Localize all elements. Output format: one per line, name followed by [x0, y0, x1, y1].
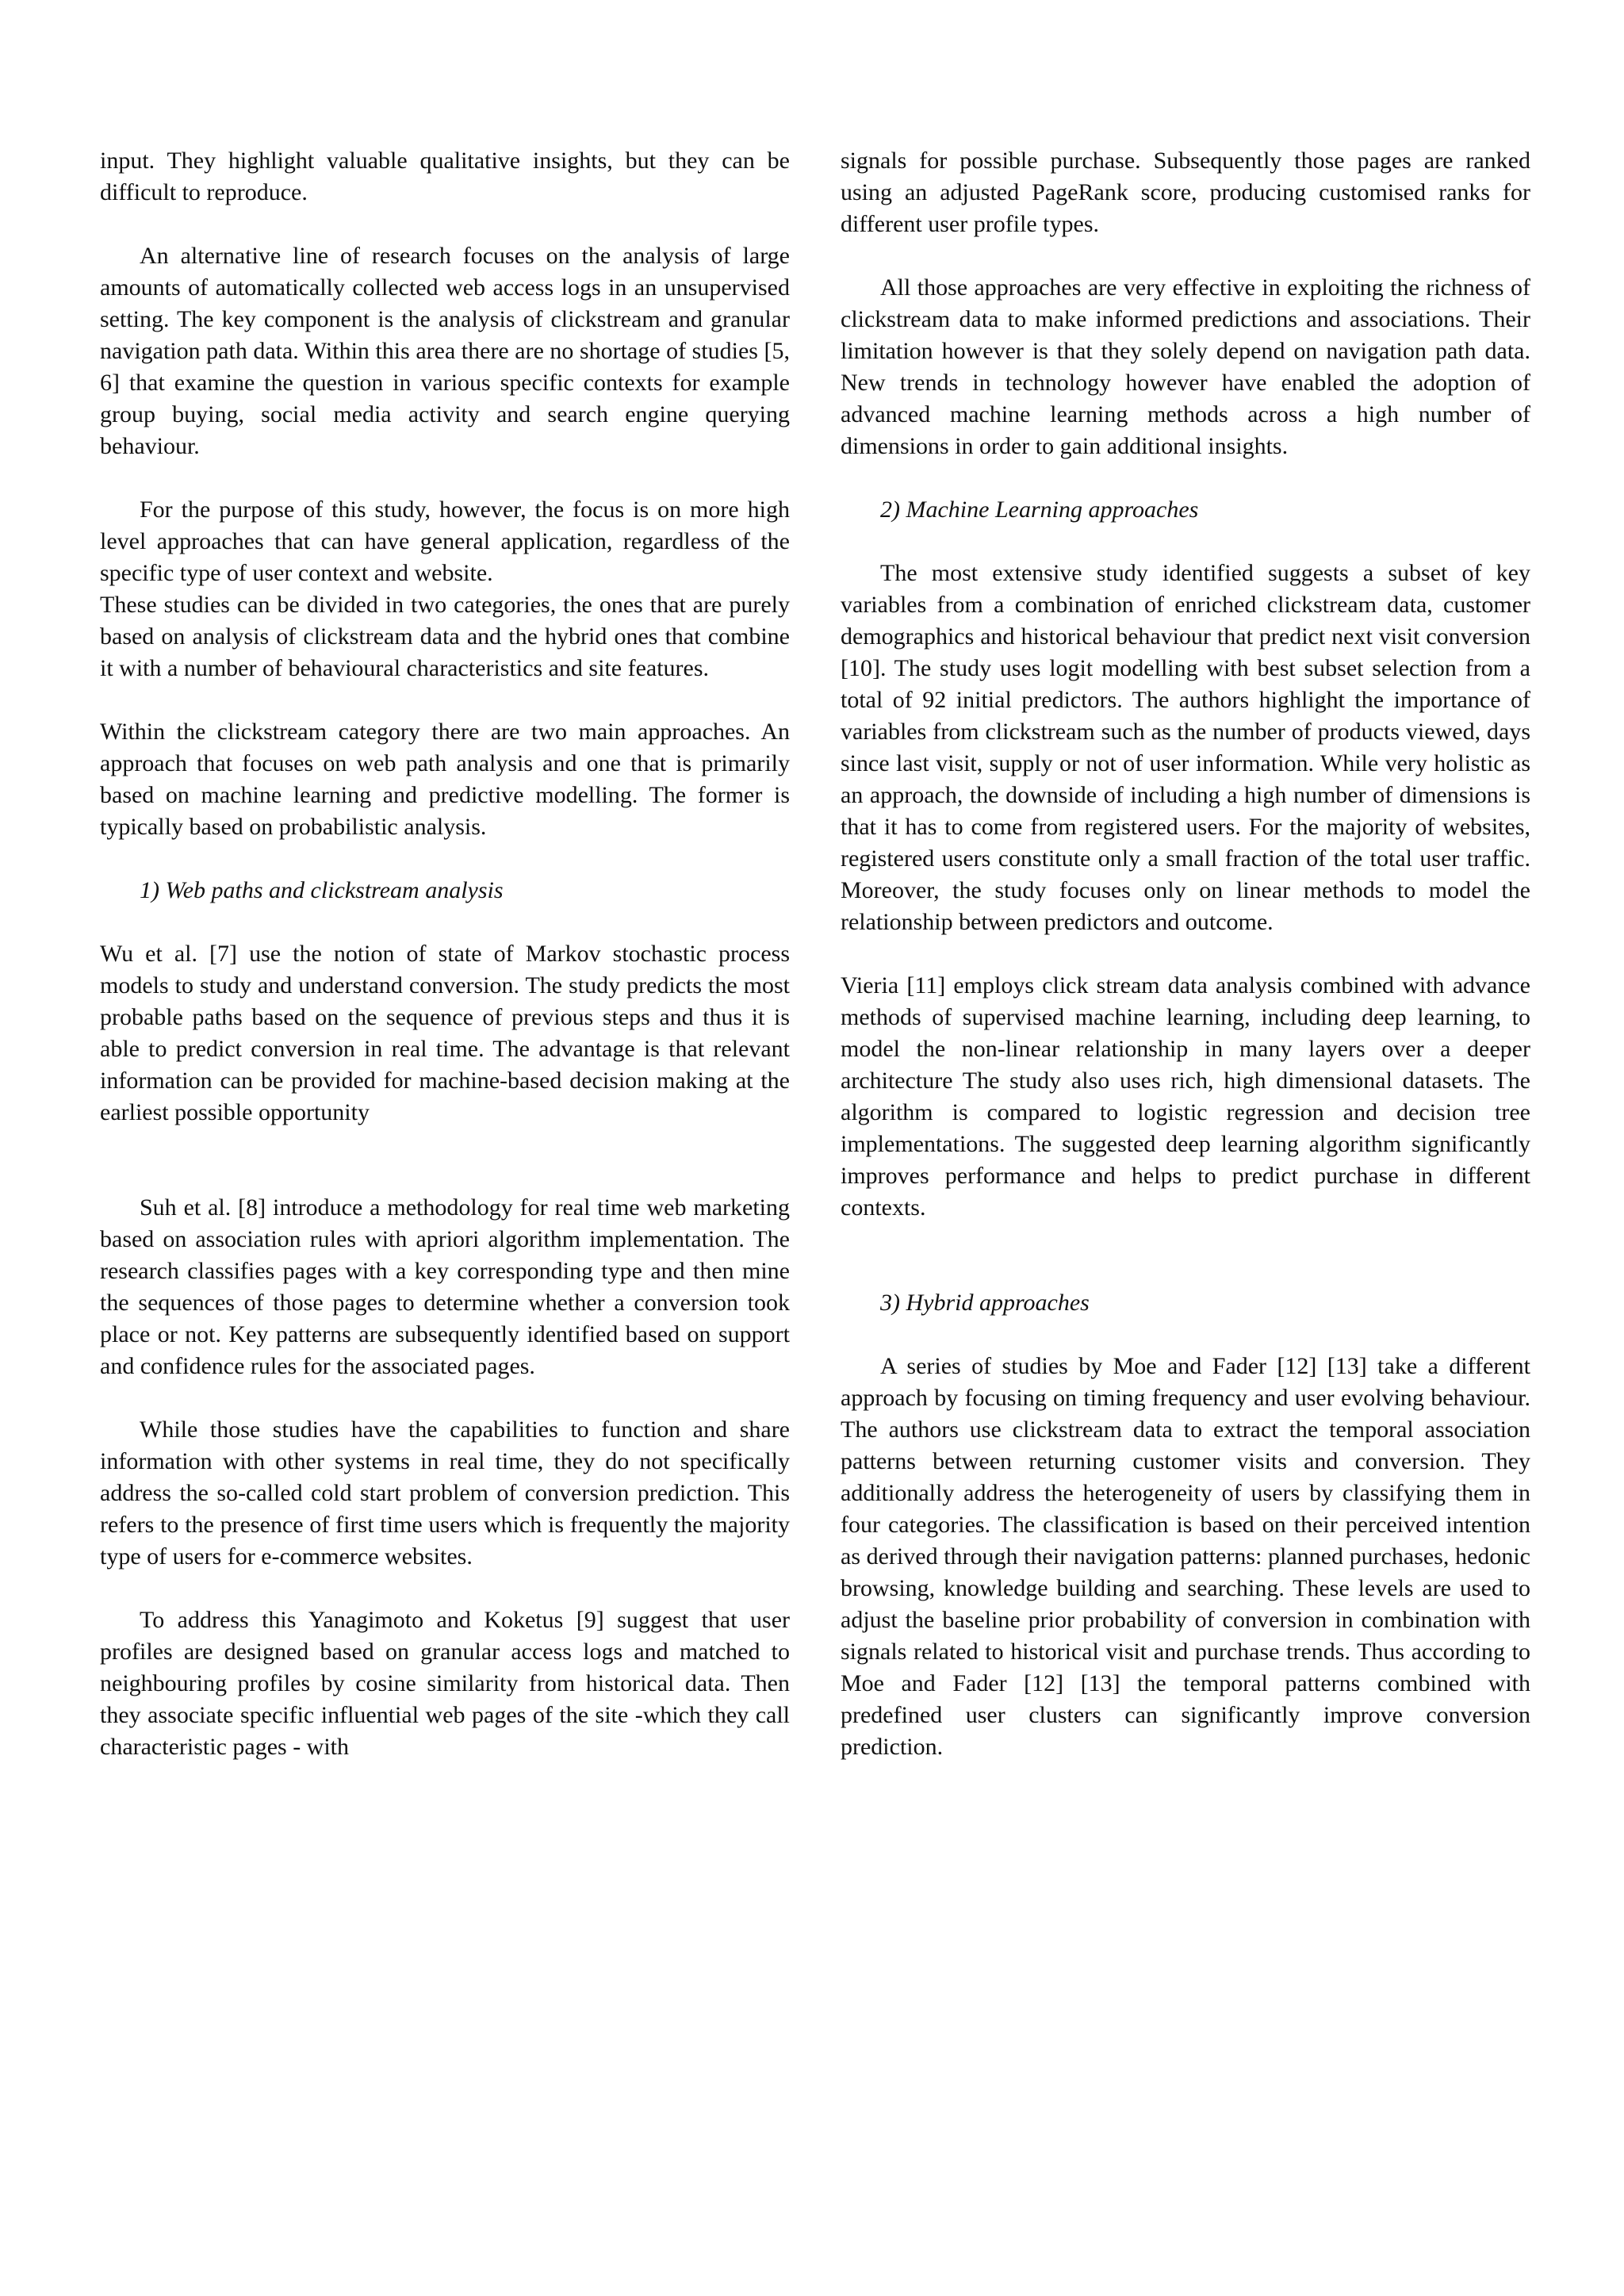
paragraph: All those approaches are very effective in exploiting the richness of clickstream data to make informed predictions and associations. Their limitation however is that they solely depend on navigation path data. New trends in technology however have enabled the adoption of advanced machine learning methods across a high number of dimensions in order to gain additional insights.	[841, 274, 1530, 459]
right-column	[841, 145, 1530, 1763]
paragraph: Vieria [11] employs click stream data analysis combined with advance methods of supervised machine learning, including deep learning, to model the non-linear relationship in many layers over a deeper architecture The study also uses rich, high dimensional datasets. The algorithm is compared to logistic regression and decision tree implementations. The suggested deep learning algorithm significantly improves performance and helps to predict purchase in different contexts.	[841, 972, 1530, 1221]
paragraph: While those studies have the capabilities to function and share information with other systems in real time, they do not specifically address the so-called cold start problem of conversion prediction. This refers to the presence of first time users which is frequently the majority type of users for e-commerce websites.	[100, 1416, 790, 1570]
paragraph: A series of studies by Moe and Fader [12] [13] take a different approach by focusing on timing frequency and user evolving behaviour. The authors use clickstream data to extract the temporal association patterns between returning customer visits and conversion. They additionally address the heterogeneity of users by classifying them in four categories. The classification is based on their perceived intention as derived through their navigation patterns: planned purchases, hedonic browsing, knowledge building and searching. These levels are used to adjust the baseline prior probability of conversion in combination with signals related to historical visit and purchase trends. Thus according to Moe and Fader [12] [13] the temporal patterns combined with predefined user clusters can significantly improve conversion prediction.	[841, 1353, 1530, 1760]
section-heading-hybrid: 3) Hybrid approaches	[880, 1290, 1090, 1316]
paragraph: signals for possible purchase. Subsequently those pages are ranked using an adjusted PageRank score, producing customised ranks for different user profile types.	[841, 148, 1530, 237]
left-column	[100, 145, 790, 1763]
section-heading-web-paths: 1) Web paths and clickstream analysis	[140, 877, 504, 903]
paragraph: Wu et al. [7] use the notion of state of Markov stochastic process models to study and understand conversion. The study predicts the most probable paths based on the sequence of previous steps and thus it is able to predict conversion in real time. The advantage is that relevant information can be provided for machine-based decision making at the earliest possible opportunity	[100, 941, 790, 1125]
paragraph: To address this Yanagimoto and Koketus [9] suggest that user profiles are designed based on granular access logs and matched to neighbouring profiles by cosine similarity from historical data. Then they associate specific influential web pages of the site -which they call characteristic pages - with	[100, 1607, 790, 1760]
section-heading-machine-learning: 2) Machine Learning approaches	[880, 496, 1199, 523]
paragraph: An alternative line of research focuses on the analysis of large amounts of automatically collected web access logs in an unsupervised setting. The key component is the analysis of clickstream and granular navigation path data. Within this area there are no shortage of studies [5, 6] that examine the question in various specific contexts for example group buying, social media activity and search engine querying behaviour.	[100, 243, 790, 459]
paragraph: These studies can be divided in two categories, the ones that are purely based on analysis of clickstream data and the hybrid ones that combine it with a number of behavioural characteristics and site features.	[100, 592, 790, 681]
paragraph: Within the clickstream category there are two main approaches. An approach that focuses on web path analysis and one that is primarily based on machine learning and predictive modelling. The former is typically based on probabilistic analysis.	[100, 719, 790, 840]
paragraph: The most extensive study identified suggests a subset of key variables from a combination of enriched clickstream data, customer demographics and historical behaviour that predict next visit conversion [10]. The study uses logit modelling with best subset selection from a total of 92 initial predictors. The authors highlight the importance of variables from clickstream such as the number of products viewed, days since last visit, supply or not of user information. While very holistic as an approach, the downside of including a high number of dimensions is that it has to come from registered users. For the majority of websites, registered users constitute only a small fraction of the total user traffic. Moreover, the study focuses only on linear methods to model the relationship between predictors and outcome.	[841, 560, 1530, 935]
paragraph: For the purpose of this study, however, the focus is on more high level approaches that can have general application, regardless of the specific type of user context and website.	[100, 496, 790, 586]
paragraph: Suh et al. [8] introduce a methodology for real time web marketing based on association rules with apriori algorithm implementation. The research classifies pages with a key corresponding type and then mine the sequences of those pages to determine whether a conversion took place or not. Key patterns are subsequently identified based on support and confidence rules for the associated pages.	[100, 1194, 790, 1379]
paragraph: input. They highlight valuable qualitative insights, but they can be difficult to reproduce.	[100, 148, 790, 205]
